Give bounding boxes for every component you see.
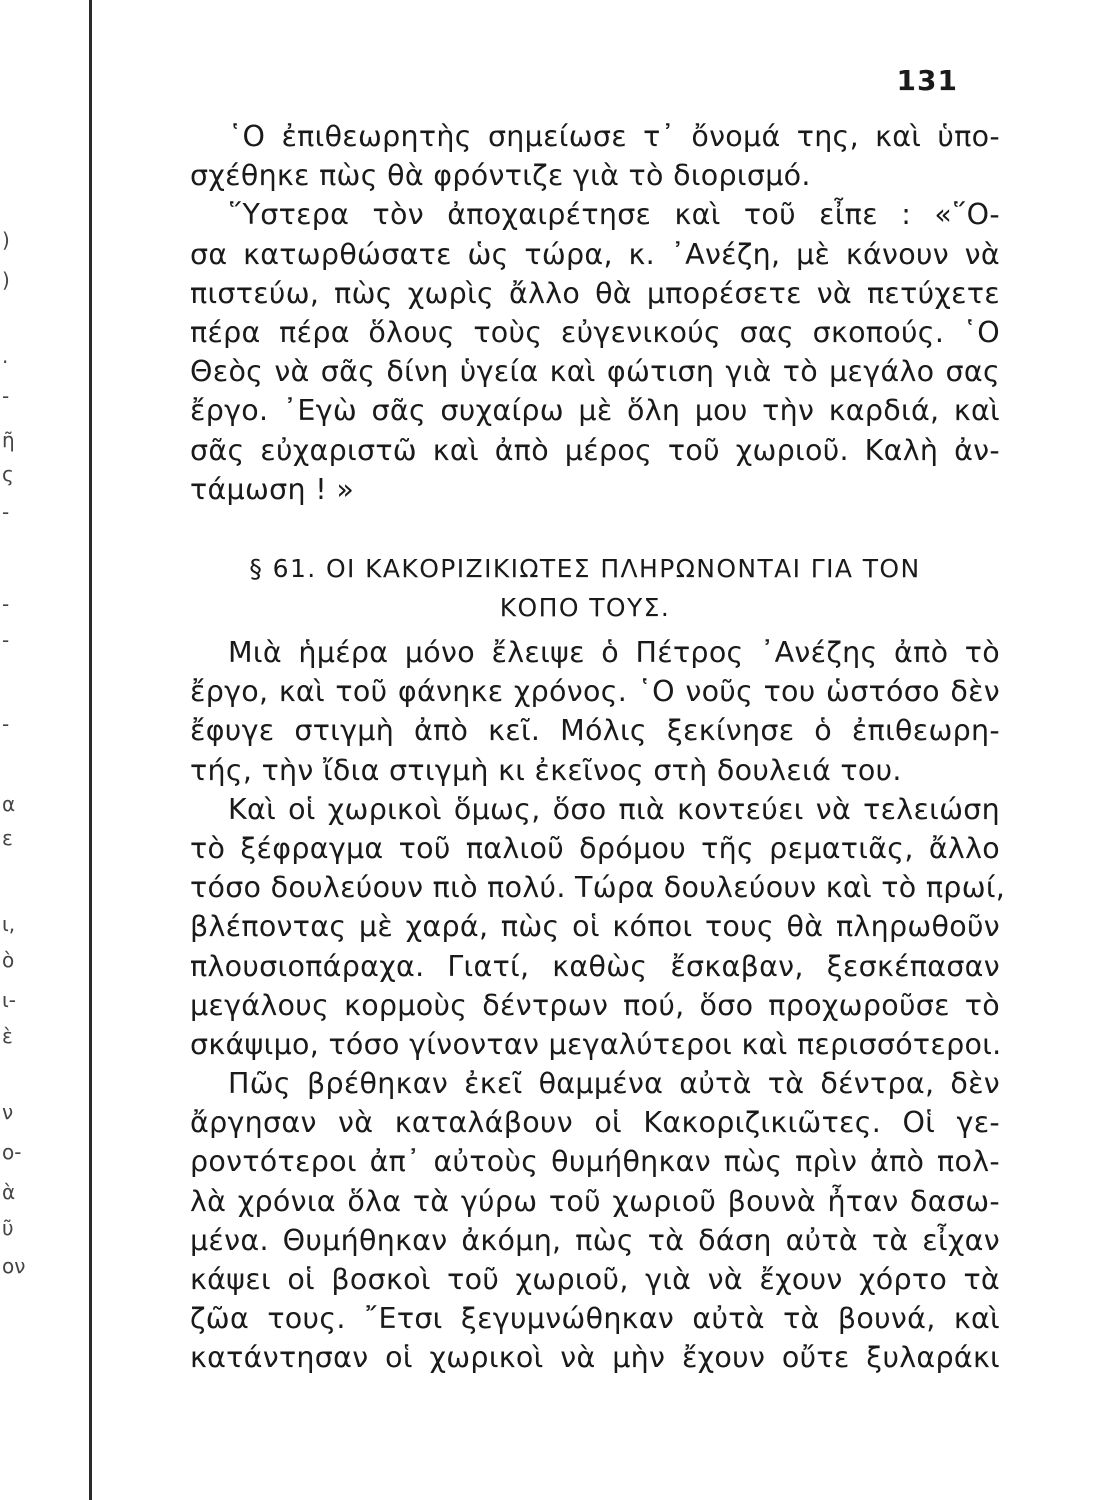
- text-line: Πῶς βρέθηκαν ἐκεῖ θαμμένα αὐτὰ τὰ δέντρα, δὲν: [228, 1067, 1000, 1101]
- text-line: τάμωση ! »: [190, 472, 355, 506]
- text-line: πιστεύω, πὼς χωρὶς ἄλλο θὰ μπορέσετε νὰ πετύχετε: [190, 276, 1000, 310]
- text-line: κάψει οἱ βοσκοὶ τοῦ χωριοῦ, γιὰ νὰ ἔχουν χόρτο τὰ: [190, 1263, 1000, 1296]
- text-line: ἔργο. ᾿Εγὼ σᾶς συχαίρω μὲ ὅλη μου τὴν καρδιά, καὶ: [190, 394, 1000, 428]
- adjacent-page-margin: [0, 0, 40, 1500]
- margin-mark: ): [2, 268, 10, 292]
- section-heading: [200, 549, 970, 627]
- text-line: ἄργησαν νὰ καταλάβουν οἱ Κακοριζικιῶτες. Οἱ γε-: [190, 1106, 1000, 1140]
- text-line: πέρα πέρα ὅλους τοὺς εὐγενικούς σας σκοπούς. ῾Ο: [190, 315, 1000, 349]
- text-line: τὸ ξέφραγμα τοῦ παλιοῦ δρόμου τῆς ρεματιᾶς, ἄλλο: [190, 831, 1000, 865]
- margin-mark: -: [2, 500, 10, 524]
- margin-mark: ν: [2, 1100, 14, 1124]
- margin-mark: α: [2, 792, 16, 816]
- text-line: Καὶ οἱ χωρικοὶ ὅμως, ὅσο πιὰ κοντεύει νὰ τελειώση: [228, 792, 1000, 826]
- margin-mark: -: [2, 384, 10, 408]
- margin-mark: ὸ: [2, 948, 15, 972]
- text-line: ζῶα τους. ῎Ετσι ξεγυμνώθηκαν αὐτὰ τὰ βουνά, καὶ: [190, 1302, 1000, 1336]
- text-line: τής, τὴν ἴδια στιγμὴ κι ἐκεῖνος στὴ δουλειά του.: [190, 753, 902, 787]
- paragraph: [190, 790, 1006, 1064]
- margin-mark: ε: [2, 826, 13, 850]
- text-line: τόσο δουλεύουν πιὸ πολύ. Τώρα δουλεύουν καὶ τὸ πρωί,: [190, 871, 1006, 905]
- margin-mark: ὲ: [2, 1024, 13, 1048]
- margin-mark: ): [2, 228, 10, 252]
- text-line: Μιὰ ἡμέρα μόνο ἔλειψε ὁ Πέτρος ᾿Ανέζης ἀπὸ τὸ: [228, 636, 1000, 669]
- text-line: σκάψιμο, τόσο γίνονταν μεγαλύτεροι καὶ περισσότεροι.: [190, 1027, 1002, 1061]
- margin-mark: ο-: [2, 1140, 22, 1164]
- text-block-upper: [190, 117, 1000, 509]
- text-line: ῾Ο ἐπιθεωρητὴς σημείωσε τ᾿ ὄνομά της, καὶ ὑπο-: [228, 120, 1000, 153]
- margin-mark: ι-: [2, 988, 16, 1012]
- section-heading-line: ΚΟΠΟ ΤΟΥΣ.: [499, 593, 671, 622]
- margin-mark: -: [2, 592, 10, 616]
- margin-mark: ον: [2, 1254, 26, 1278]
- text-line: ἔφυγε στιγμὴ ἀπὸ κεῖ. Μόλις ξεκίνησε ὁ ἐπιθεωρη-: [190, 714, 1000, 748]
- text-line: βλέποντας μὲ χαρά, πὼς οἱ κόποι τους θὰ πληρωθοῦν: [190, 910, 1000, 944]
- margin-mark: -: [2, 712, 10, 736]
- text-line: κατάντησαν οἱ χωρικοὶ νὰ μὴν ἔχουν οὔτε ξυλαράκι: [190, 1341, 1000, 1375]
- paragraph: [190, 117, 1000, 195]
- margin-mark: .: [2, 344, 9, 368]
- margin-mark: -: [2, 628, 10, 652]
- text-line: Θεὸς νὰ σᾶς δίνη ὑγεία καὶ φώτιση γιὰ τὸ μεγάλο σας: [190, 355, 1000, 389]
- text-line: σα κατωρθώσατε ὡς τώρα, κ. ᾿Ανέζη, μὲ κάνουν νὰ: [190, 237, 1000, 271]
- text-block-lower: [190, 633, 1006, 1378]
- text-line: μεγάλους κορμοὺς δέντρων πού, ὅσο προχωροῦσε τὸ: [190, 988, 1000, 1022]
- page-binding-edge: [89, 0, 92, 1500]
- margin-mark: ῦ: [2, 1216, 14, 1240]
- text-line: σχέθηκε πὼς θὰ φρόντιζε γιὰ τὸ διορισμό.: [190, 159, 811, 193]
- paragraph: [190, 1064, 1000, 1378]
- margin-mark: ι,: [2, 912, 16, 936]
- margin-mark: ς: [2, 462, 14, 486]
- text-line: ῞Υστερα τὸν ἀποχαιρέτησε καὶ τοῦ εἶπε : «῞Ο-: [228, 198, 1000, 232]
- text-line: μένα. Θυμήθηκαν ἀκόμη, πὼς τὰ δάση αὐτὰ τὰ εἶχαν: [190, 1223, 1000, 1257]
- text-line: ροντότεροι ἀπ᾿ αὐτοὺς θυμήθηκαν πὼς πρὶν ἀπὸ πολ-: [190, 1145, 1000, 1179]
- margin-mark: ὰ: [2, 1180, 16, 1204]
- text-line: ἔργο, καὶ τοῦ φάνηκε χρόνος. ῾Ο νοῦς του ὡστόσο δὲν: [190, 675, 1000, 709]
- margin-mark: ῆ: [2, 428, 15, 452]
- text-line: σᾶς εὐχαριστῶ καὶ ἀπὸ μέρος τοῦ χωριοῦ. Καλὴ ἀν-: [190, 433, 1000, 467]
- text-line: λὰ χρόνια ὅλα τὰ γύρω τοῦ χωριοῦ βουνὰ ἦταν δασω-: [190, 1184, 1000, 1218]
- text-line: πλουσιοπάραχα. Γιατί, καθὼς ἔσκαβαν, ξεσκέπασαν: [190, 949, 1000, 983]
- page-number: 131: [896, 64, 958, 97]
- section-heading-line: § 61. ΟΙ ΚΑΚΟΡΙΖΙΚΙΩΤΕΣ ΠΛΗΡΩΝΟΝΤΑΙ ΓΙΑ ΤΟΝ: [249, 554, 921, 583]
- paragraph: [190, 195, 1000, 509]
- paragraph: [190, 633, 1000, 790]
